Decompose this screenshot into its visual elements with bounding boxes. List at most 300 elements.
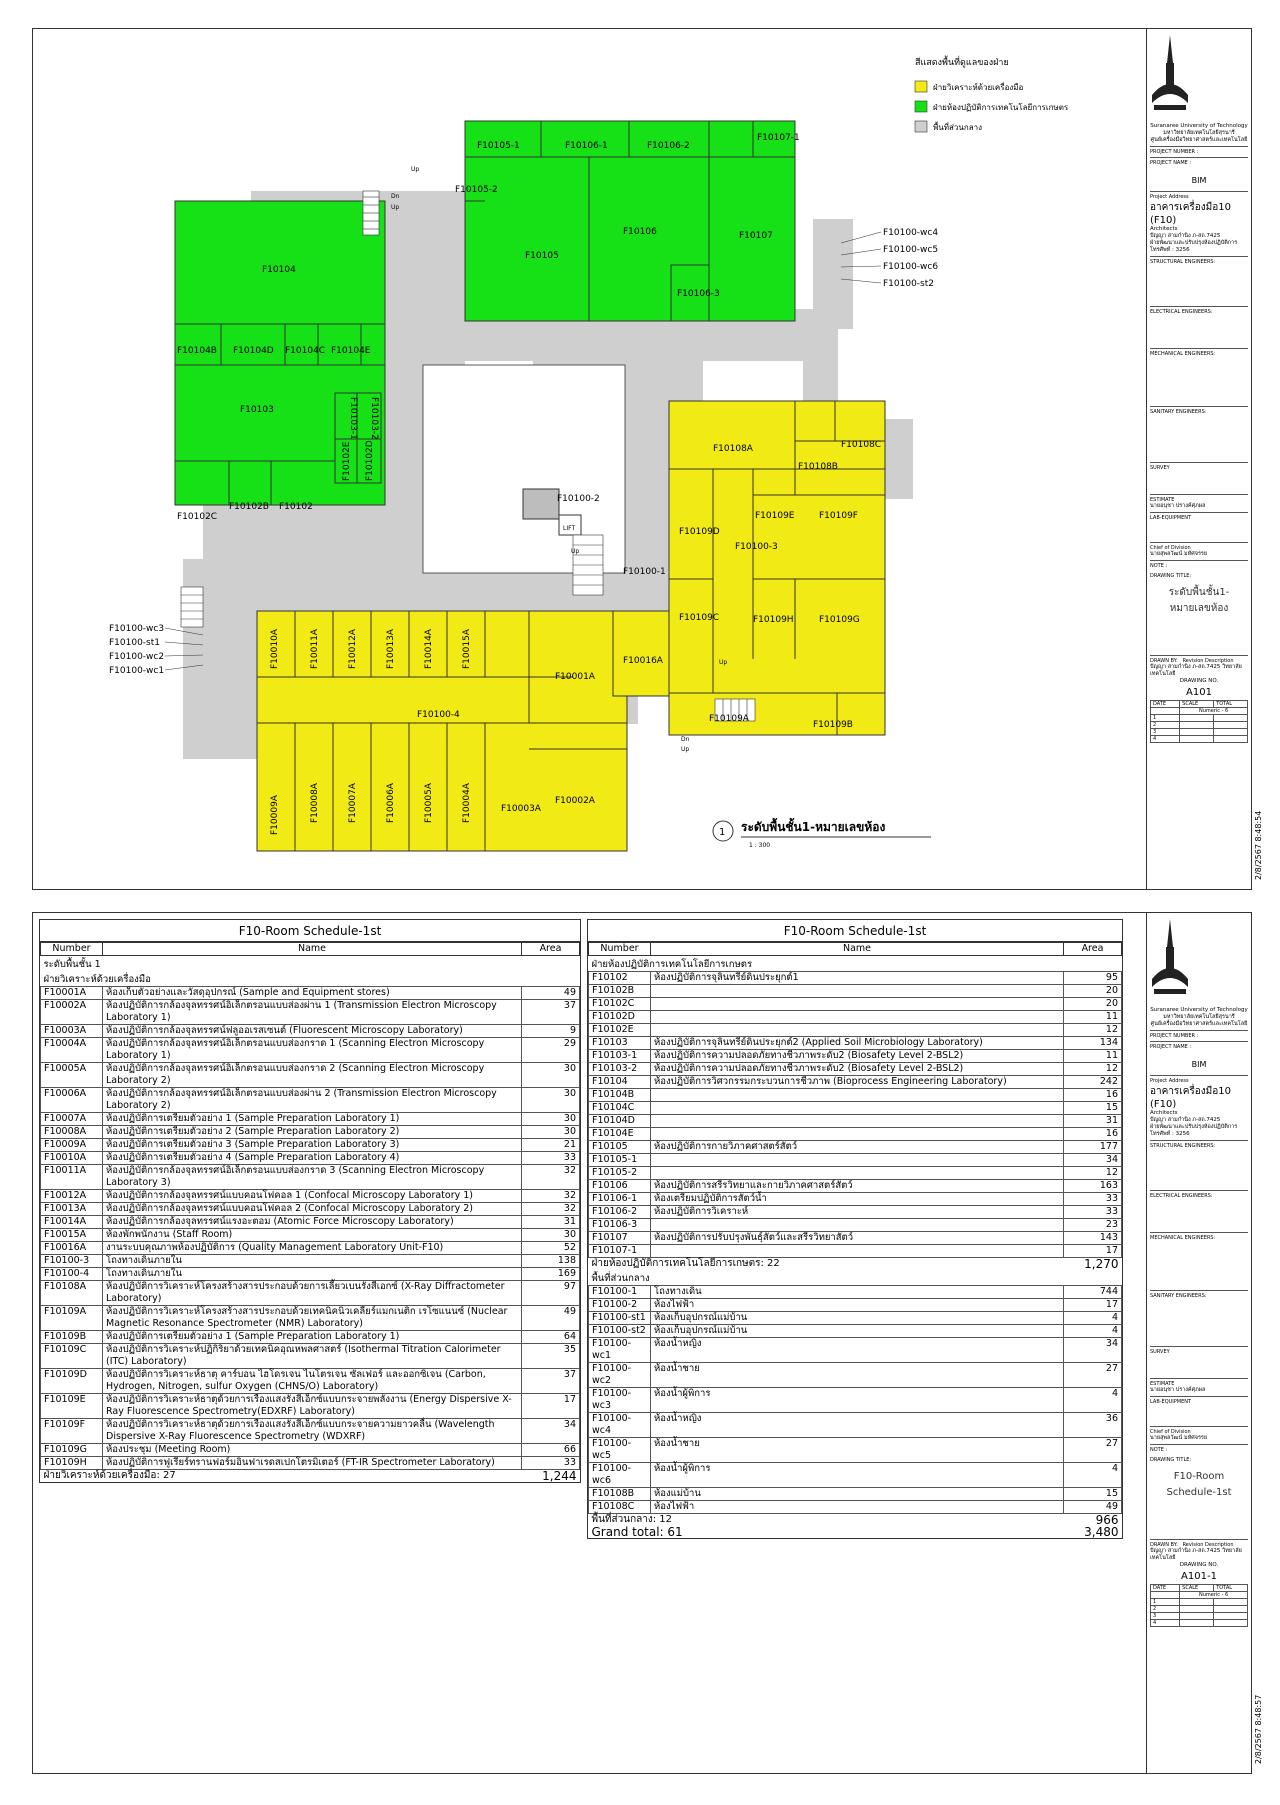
university-logo-icon [1150,917,1190,1003]
room-name: โถงทางเดินภายใน [103,1268,522,1281]
room-number: F10016A [41,1242,103,1255]
schedule-subtotal: ฝ่ายวิเคราะห์ด้วยเครื่องมือ: 27 1,244 [43,1469,577,1483]
table-row [41,1281,580,1306]
room-name: ห้องเก็บตัวอย่างและวัสดุอุปกรณ์ (Sample and Equipment stores) [103,987,522,1000]
room-label: F10014A [424,629,434,669]
room-name [651,998,1064,1011]
revision-grid: DATE SCALE TOTAL Numeric - 6 1 2 3 4 [1150,700,1248,743]
table-row [41,1331,580,1344]
lab-equipment-label: LAB-EQUIPMENT [1150,512,1248,540]
architects-label: Architects [1150,226,1178,232]
schedule-title: F10-Room Schedule-1st [588,920,1122,942]
room-name: ห้องปฏิบัติการกล้องจุลทรรศน์อิเล็กตรอนแบบส่องผ่าน 1 (Transmission Electron Microscopy Laboratory 1) [103,1000,522,1025]
room-area: 37 [522,1000,580,1025]
room-number: F10106-2 [589,1206,651,1219]
table-row [589,1232,1122,1245]
room-area: 16 [1064,1089,1122,1102]
room-area: 15 [1064,1102,1122,1115]
room-label: F10106-1 [565,141,608,151]
room-label: F10100-wc1 [109,666,165,676]
room-number: F10103-2 [589,1063,651,1076]
room-name: ห้องปฏิบัติการกายวิภาคศาสตร์สัตว์ [651,1141,1064,1154]
room-number: F10109G [41,1444,103,1457]
table-row [41,1139,580,1152]
table-row [41,1229,580,1242]
table-row [41,1344,580,1369]
room-label: F10011A [310,629,320,669]
room-name [651,1245,1064,1258]
room-number: F10100-wc2 [589,1363,651,1388]
university-th: มหาวิทยาลัยเทคโนโลยีสุรนารี [1163,130,1235,136]
table-row [589,1167,1122,1180]
room-name: ห้องน้ำชาย [651,1438,1064,1463]
room-number: F10102D [589,1011,651,1024]
schedule-group: ฝ่ายห้องปฏิบัติการเทคโนโลยีการเกษตร [591,959,753,970]
room-name [651,1102,1064,1115]
room-area: 32 [522,1203,580,1216]
room-number: F10013A [41,1203,103,1216]
drawing-title: F10-Room Schedule-1st [1166,1471,1232,1498]
room-name: ห้องประชุม (Meeting Room) [103,1444,522,1457]
room-label: F10100-wc3 [109,624,165,634]
room-number: F10109D [41,1369,103,1394]
room-area: 33 [522,1457,580,1470]
room-label: F10002A [555,796,595,806]
room-area: 12 [1064,1063,1122,1076]
room-name: ห้องปฏิบัติการกล้องจุลทรรศน์อิเล็กตรอนแบบส่องกราด 1 (Scanning Electron Microscopy Laboratory 1) [103,1038,522,1063]
architect-line: โทรศัพท์ : 3256 [1150,247,1190,253]
room-name: ห้องปฏิบัติการกล้องจุลทรรศน์อิเล็กตรอนแบบส่องกราด 3 (Scanning Electron Microscopy Laboratory 3) [103,1165,522,1190]
room-label: F10100-1 [623,567,666,577]
room-area: 30 [522,1229,580,1242]
room-number: F10007A [41,1113,103,1126]
room-label: F10106-3 [677,289,720,299]
room-name [651,1011,1064,1024]
legend-title: สีแสดงพื้นที่ดูแลของฝ่าย [915,58,1009,68]
chief-name: นายสุพลวัฒน์ มหัศจรรย [1150,551,1208,557]
room-schedule-table-right [587,919,1123,1539]
room-name: ห้องปฏิบัติการจุลินทรีย์ดินประยุกต์1 [651,972,1064,985]
room-label: F10102D [365,440,375,481]
room-number: F10103 [589,1037,651,1050]
table-row [41,1306,580,1331]
room-area: 17 [1064,1245,1122,1258]
room-name: ห้องปฏิบัติการจุลินทรีย์ดินประยุกต์2 (Applied Soil Microbiology Laboratory) [651,1037,1064,1050]
schedule-title: F10-Room Schedule-1st [40,920,580,942]
table-row [589,1037,1122,1050]
table-row [41,1190,580,1203]
structural-label: STRUCTURAL ENGINEERS: [1150,256,1248,304]
project-name-label: PROJECT NAME : [1150,157,1248,166]
room-name: ห้องปฏิบัติการกล้องจุลทรรศน์แรงอะตอม (Atomic Force Microscopy Laboratory) [103,1216,522,1229]
room-number: F10102E [589,1024,651,1037]
schedule-header: Number Name Area [589,943,1122,956]
room-name: โถงทางเดินภายใน [103,1255,522,1268]
room-label: F10103 [240,405,274,415]
room-number: F10100-st1 [589,1312,651,1325]
drawn-by-label: DRAWN BY: Revision Description [1150,655,1248,664]
room-label: F10106-2 [647,141,690,151]
architect-line: โทรศัพท์ : 3256 [1150,1131,1190,1137]
room-label: F10108C [841,440,882,450]
room-area: 163 [1064,1180,1122,1193]
room-number: F10100-wc6 [589,1463,651,1488]
room-name: งานระบบคุณภาพห้องปฏิบัติการ (Quality Management Laboratory Unit-F10) [103,1242,522,1255]
room-label: F10006A [386,783,396,823]
chief-label: Chief of Division [1150,1426,1248,1435]
room-schedule-table-left [39,919,581,1483]
view-scale: 1 : 300 [749,842,771,849]
room-label: F10109B [813,720,853,730]
room-area: 12 [1064,1167,1122,1180]
room-number: F10004A [41,1038,103,1063]
room-name: ห้องปฏิบัติการเตรียมตัวอย่าง 4 (Sample Preparation Laboratory 4) [103,1152,522,1165]
table-row [589,1286,1122,1299]
room-name: ห้องปฏิบัติการความปลอดภัยทางชีวภาพระดับ2 (Biosafety Level 2-BSL2) [651,1050,1064,1063]
room-name: ห้องปฏิบัติการวิเคราะห์ธาตุ คาร์บอน ไฮโดรเจน ไนโตรเจน ซัลเฟอร์ และออกซิเจน (Carbon, Hydrogen, Nitrogen, sulfur Oxygen (CHNS/O) Laboratory) [103,1369,522,1394]
room-area: 34 [522,1419,580,1444]
room-name: ห้องน้ำหญิง [651,1413,1064,1438]
room-name [651,1115,1064,1128]
room-name: ห้องปฏิบัติการปรับปรุงพันธุ์สัตว์และสรีรวิทยาสัตว์ [651,1232,1064,1245]
room-area: 29 [522,1038,580,1063]
room-number: F10104B [589,1089,651,1102]
table-row [589,1180,1122,1193]
room-area: 21 [522,1139,580,1152]
room-label: F10100-st1 [109,638,160,648]
room-label: F10106 [623,227,657,237]
room-area: 11 [1064,1050,1122,1063]
title-block [1146,913,1251,1773]
room-name [651,1167,1064,1180]
room-label: F10013A [386,629,396,669]
room-name: ห้องน้ำผู้พิการ [651,1388,1064,1413]
table-row [41,1394,580,1419]
center-th: ศูนย์เครื่องมือวิทยาศาสตร์และเทคโนโลยี [1150,1021,1248,1027]
table-row [41,1268,580,1281]
legend-swatch-agritech [915,101,927,112]
room-label: F10003A [501,804,541,814]
architects-label: Architects [1150,1110,1178,1116]
room-number: F10100-wc5 [589,1438,651,1463]
room-name [651,1154,1064,1167]
table-row [41,1038,580,1063]
chief-label: Chief of Division [1150,542,1248,551]
drawn-by: ปัญญา สามกำนิง ภ-สถ.7425 วิทยาลัยเทคโนโลยี [1150,664,1242,677]
table-row [589,1076,1122,1089]
room-label: F10105 [525,251,559,261]
room-name: ห้องเก็บอุปกรณ์แม่บ้าน [651,1312,1064,1325]
room-label: F10103-1 [348,397,358,440]
drawing-title-label: DRAWING TITLE: [1150,1457,1192,1463]
lab-equipment-label: LAB-EQUIPMENT [1150,1396,1248,1424]
room-number: F10105 [589,1141,651,1154]
table-row [589,1141,1122,1154]
room-label: F10100-wc2 [109,652,165,662]
room-label: F10109A [709,714,749,724]
room-name: ห้องปฏิบัติการกล้องจุลทรรศน์อิเล็กตรอนแบบส่องผ่าน 2 (Transmission Electron Microscopy Laboratory 2) [103,1088,522,1113]
drawing-title-label: DRAWING TITLE: [1150,573,1192,579]
room-area: 31 [522,1216,580,1229]
room-name: ห้องปฏิบัติการกล้องจุลทรรศน์ฟลูออเรสเซนต์ (Fluorescent Microscopy Laboratory) [103,1025,522,1038]
table-row [589,1193,1122,1206]
room-label: F10100-st2 [883,279,934,289]
room-name [651,1128,1064,1141]
room-area: 134 [1064,1037,1122,1050]
legend-label-agritech: ฝ่ายห้องปฏิบัติการเทคโนโลยีการเกษตร [933,103,1069,112]
architect-line: ปัญญา สามกำนิง ภ-สถ.7425 [1150,1117,1221,1123]
title-block [1146,29,1251,889]
room-number: F10103-1 [589,1050,651,1063]
table-row [589,1154,1122,1167]
room-label: F10015A [462,629,472,669]
room-area: 4 [1064,1312,1122,1325]
room-label: F10012A [348,629,358,669]
room-name: ห้องปฏิบัติการวิเคราะห์ปฏิกิริยาด้วยเทคนิคอุณหพลศาสตร์ (Isothermal Titration Calorimeter (ITC) Laboratory) [103,1344,522,1369]
room-label: F10105-1 [477,141,520,151]
drawing-no-label: DRAWING NO. [1179,678,1219,684]
room-name: ห้องปฏิบัติการวิเคราะห์โครงสร้างสารประกอบด้วยเทคนิคนิวเคลียร์แมกเนติก เรโซแนนซ์ (Nuclear Magnetic Resonance Spectrometer (NMR) Laboratory) [103,1306,522,1331]
room-name [651,1219,1064,1232]
university-en: Suranaree University of Technology [1150,123,1248,129]
sanitary-label: SANITARY ENGINEERS: [1150,1290,1248,1344]
project-address: อาคารเครื่องมือ10 (F10) [1150,1086,1231,1110]
room-label: F10010A [270,629,280,669]
view-number: 1 [719,827,726,838]
stair-down-label: Dn [681,736,690,743]
table-row [589,1338,1122,1363]
schedule-group: ฝ่ายวิเคราะห์ด้วยเครื่องมือ [43,974,151,985]
room-label: F10100-4 [417,710,460,720]
room-label: F10100-3 [735,542,778,552]
table-row [41,1152,580,1165]
room-name [651,985,1064,998]
table-row [589,1102,1122,1115]
room-number: F10105-1 [589,1154,651,1167]
university-logo-icon [1150,33,1190,119]
room-number: F10100-4 [41,1268,103,1281]
electrical-label: ELECTRICAL ENGINEERS: [1150,306,1248,346]
table-row [589,1219,1122,1232]
project-number-label: PROJECT NUMBER : [1150,1030,1248,1039]
room-area: 12 [1064,1024,1122,1037]
room-label: F10016A [623,656,663,666]
room-label: F10108B [798,462,838,472]
table-row [589,1024,1122,1037]
estimate-label: ESTIMATE [1150,494,1248,503]
mechanical-label: MECHANICAL ENGINEERS: [1150,348,1248,404]
room-area: 32 [522,1190,580,1203]
room-area: 177 [1064,1141,1122,1154]
room-label: F10105-2 [455,185,498,195]
color-legend [915,55,1069,132]
stair-up-label: Up [719,659,728,666]
room-schedule-sheet [32,912,1252,1774]
room-area: 11 [1064,1011,1122,1024]
room-name: ห้องเตรียมปฏิบัติการสัตว์น้ำ [651,1193,1064,1206]
stair-up-label: Up [681,746,690,753]
project-number-label: PROJECT NUMBER : [1150,146,1248,155]
room-name: ห้องปฏิบัติการเตรียมตัวอย่าง 1 (Sample Preparation Laboratory 1) [103,1331,522,1344]
room-area: 20 [1064,998,1122,1011]
view-title [713,817,931,849]
project-name-label: PROJECT NAME : [1150,1041,1248,1050]
print-stamp: 2/8/2567 8:48:57 [1254,1694,1263,1764]
room-label: F10100-wc4 [883,228,939,238]
room-number: F10005A [41,1063,103,1088]
room-name: ห้องปฏิบัติการกล้องจุลทรรศน์แบบคอนโฟคอล 2 (Confocal Microscopy Laboratory 2) [103,1203,522,1216]
schedule-subtotal: ฝ่ายห้องปฏิบัติการเทคโนโลยีการเกษตร: 22 1,270 [591,1257,1119,1271]
project-name: BIM [1191,1060,1207,1069]
room-number: F10001A [41,987,103,1000]
table-row [41,1369,580,1394]
room-area: 17 [522,1394,580,1419]
stair-up-label: Up [411,166,420,173]
table-row [589,1413,1122,1438]
room-number: F10104E [589,1128,651,1141]
room-name: ห้องปฏิบัติการวิเคราะห์ธาตุด้วยการเรืองแสงรังสีเอ็กซ์แบบกระจายพลังงาน (Energy Dispersive X-Ray Fluorescence Spectrometry(EDXRF) Laboratory) [103,1394,522,1419]
room-number: F10106 [589,1180,651,1193]
note-label: NOTE : [1150,560,1248,569]
room-area: 9 [522,1025,580,1038]
room-number: F10104D [589,1115,651,1128]
room-number: F10108A [41,1281,103,1306]
drawing-number: A101 [1186,687,1212,698]
survey-label: SURVEY [1150,462,1248,492]
room-number: F10100-wc1 [589,1338,651,1363]
project-address-label: Project Address [1150,191,1248,200]
architect-line: ฝ่ายพัฒนาและปรับปรุงห้องปฏิบัติการ [1150,240,1238,246]
note-label: NOTE : [1150,1444,1248,1453]
sanitary-label: SANITARY ENGINEERS: [1150,406,1248,460]
table-row [41,1419,580,1444]
view-title-text: ระดับพื้นชั้น1-หมายเลขห้อง [741,820,886,834]
table-row [589,1388,1122,1413]
room-label: F10100-wc6 [883,262,939,272]
stair-up-label: Up [391,204,400,211]
print-stamp: 2/8/2567 8:48:54 [1254,810,1263,880]
room-number: F10010A [41,1152,103,1165]
room-number: F10009A [41,1139,103,1152]
room-label: F10104D [233,346,274,356]
room-label: F10109D [679,527,720,537]
room-label: F10005A [424,783,434,823]
electrical-label: ELECTRICAL ENGINEERS: [1150,1190,1248,1230]
room-number: F10109H [41,1457,103,1470]
room-number: F10002A [41,1000,103,1025]
stair-up-label: Up [571,548,580,555]
table-row [589,1089,1122,1102]
schedule-grand-total: Grand total: 61 3,480 [591,1525,1119,1539]
room-number: F10100-3 [41,1255,103,1268]
table-row [41,1000,580,1025]
floor-plan-sheet [32,28,1252,890]
room-number: F10106-3 [589,1219,651,1232]
table-row [589,1501,1122,1514]
room-number: F10105-2 [589,1167,651,1180]
room-area: 97 [522,1281,580,1306]
room-area: 33 [522,1152,580,1165]
structural-label: STRUCTURAL ENGINEERS: [1150,1140,1248,1188]
room-area: 36 [1064,1413,1122,1438]
room-area: 27 [1064,1438,1122,1463]
legend-label-instrument: ฝ่ายวิเคราะห์ด้วยเครื่องมือ [933,83,1024,92]
room-area: 242 [1064,1076,1122,1089]
room-name: ห้องปฏิบัติการวิเคราะห์ [651,1206,1064,1219]
room-label: F10104C [285,346,326,356]
room-number: F10108C [589,1501,651,1514]
drawn-by: ปัญญา สามกำนิง ภ-สถ.7425 วิทยาลัยเทคโนโลยี [1150,1548,1242,1561]
survey-label: SURVEY [1150,1346,1248,1376]
table-row [589,1299,1122,1312]
room-name: ห้องปฏิบัติการวิเคราะห์ธาตุด้วยการเรืองแสงรังสีเอ็กซ์แบบกระจายความยาวคลื่น (Wavelength Dispersive X-Ray Fluorescence Spectrometry (WDXRF) [103,1419,522,1444]
room-number: F10003A [41,1025,103,1038]
table-row [41,1444,580,1457]
table-row [589,1363,1122,1388]
room-name: ห้องปฏิบัติการความปลอดภัยทางชีวภาพระดับ2 (Biosafety Level 2-BSL2) [651,1063,1064,1076]
room-label: F10107 [739,231,773,241]
project-address: อาคารเครื่องมือ10 (F10) [1150,202,1231,226]
table-row [41,1216,580,1229]
room-name: ห้องแม่บ้าน [651,1488,1064,1501]
room-name: ห้องปฏิบัติการวิเคราะห์โครงสร้างสารประกอบด้วยการเลี้ยวเบนรังสีเอกซ์ (X-Ray Diffractometer Laboratory) [103,1281,522,1306]
university-th: มหาวิทยาลัยเทคโนโลยีสุรนารี [1163,1014,1235,1020]
room-label: F10104 [262,265,296,275]
room-area: 33 [1064,1206,1122,1219]
drawn-by-label: DRAWN BY: Revision Description [1150,1539,1248,1548]
room-label: F10104E [331,346,371,356]
room-name [651,1024,1064,1037]
room-area: 744 [1064,1286,1122,1299]
table-row [589,1245,1122,1258]
architect-line: ปัญญา สามกำนิง ภ-สถ.7425 [1150,233,1221,239]
room-number: F10102B [589,985,651,998]
lift-label: LIFT [563,525,576,532]
room-area: 66 [522,1444,580,1457]
room-label: F10104B [177,346,217,356]
room-area: 138 [522,1255,580,1268]
room-number: F10109E [41,1394,103,1419]
room-label: F10107-1 [757,133,800,143]
room-name: ห้องปฏิบัติการเตรียมตัวอย่าง 3 (Sample Preparation Laboratory 3) [103,1139,522,1152]
room-name: ห้องไฟฟ้า [651,1299,1064,1312]
schedule-level: ระดับพื้นชั้น 1 [43,959,101,970]
room-area: 23 [1064,1219,1122,1232]
room-number: F10012A [41,1190,103,1203]
stair-down-label: Dn [391,193,400,200]
room-name: ห้องปฏิบัติการเตรียมตัวอย่าง 1 (Sample Preparation Laboratory 1) [103,1113,522,1126]
room-area: 30 [522,1088,580,1113]
room-number: F10109F [41,1419,103,1444]
room-area: 20 [1064,985,1122,998]
room-label: F10100-2 [557,494,600,504]
room-label: F10108A [713,444,753,454]
room-area: 4 [1064,1325,1122,1338]
room-name: ห้องน้ำผู้พิการ [651,1463,1064,1488]
room-area: 49 [522,1306,580,1331]
room-name: ห้องพักพนักงาน (Staff Room) [103,1229,522,1242]
table-row [589,1011,1122,1024]
room-name: ห้องปฏิบัติการเตรียมตัวอย่าง 2 (Sample Preparation Laboratory 2) [103,1126,522,1139]
room-name: โถงทางเดิน [651,1286,1064,1299]
room-number: F10102 [589,972,651,985]
room-area: 49 [1064,1501,1122,1514]
room-name: ห้องปฏิบัติการกล้องจุลทรรศน์แบบคอนโฟคอล 1 (Confocal Microscopy Laboratory 1) [103,1190,522,1203]
table-row [589,972,1122,985]
room-area: 52 [522,1242,580,1255]
room-label: F10100-wc5 [883,245,939,255]
room-number: F10014A [41,1216,103,1229]
